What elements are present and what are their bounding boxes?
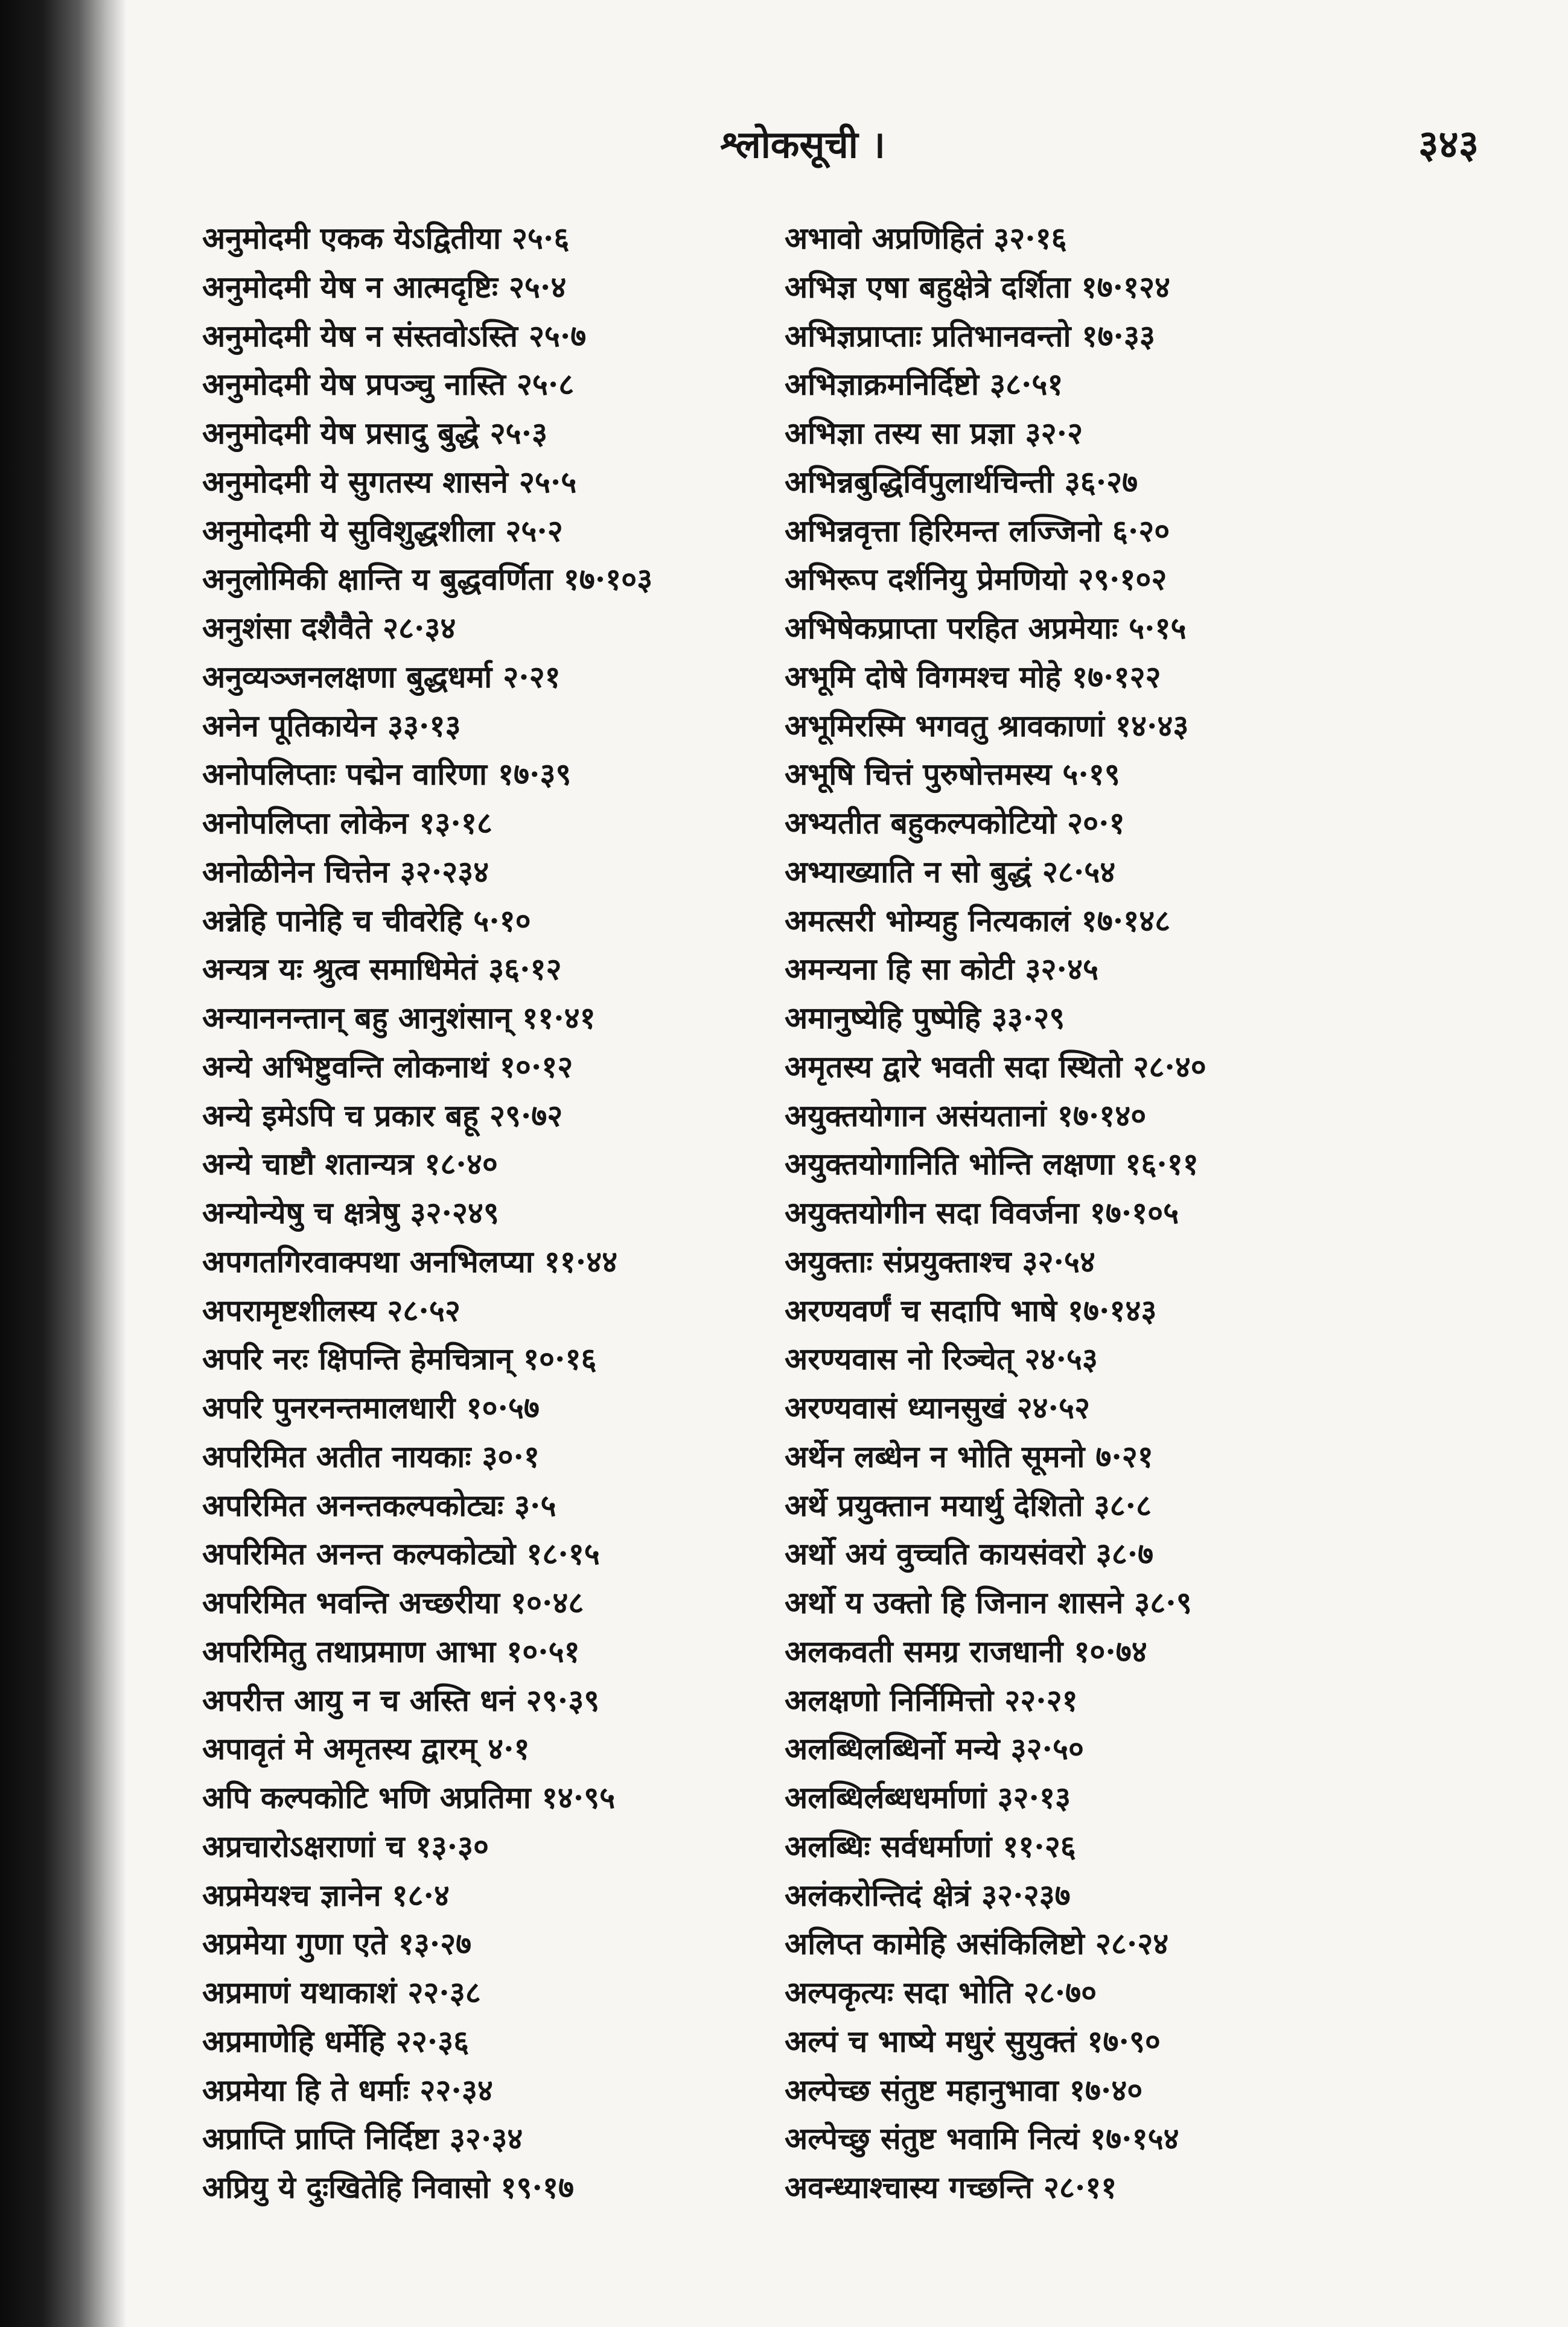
entry-reference: ५·१० xyxy=(473,902,531,938)
entry-reference: १७·१४० xyxy=(1057,1097,1147,1133)
entry-reference: १०·५७ xyxy=(466,1390,540,1425)
entry-verse: अपरि पुनरनन्तमालधारी xyxy=(202,1390,456,1425)
page-number: ३४३ xyxy=(1418,122,1479,167)
entry-verse: अपरिमितु तथाप्रमाण आभा xyxy=(202,1633,496,1669)
entry-verse: अभिज्ञा तस्य सा प्रज्ञा xyxy=(785,415,1015,451)
entry-verse: अलब्धिर्लब्धधर्माणां xyxy=(785,1780,987,1815)
index-entry xyxy=(785,604,1388,653)
entry-reference: १३·१८ xyxy=(419,805,492,841)
entry-verse: अनुमोदमी येष न संस्तवोऽस्ति xyxy=(202,317,518,354)
entry-reference: २९·३९ xyxy=(526,1682,600,1718)
entry-verse: अन्नेहि पानेहि च चीवरेहि xyxy=(202,902,463,938)
entry-verse: अपरामृष्टशीलस्य xyxy=(202,1292,377,1328)
index-entry xyxy=(785,1043,1388,1092)
entry-reference: १७·४० xyxy=(1069,2072,1143,2108)
entry-verse: अलक्षणो निर्निमित्तो xyxy=(785,1682,994,1718)
entry-verse: अर्थो य उक्तो हि जिनान शासने xyxy=(785,1585,1124,1620)
index-entry xyxy=(202,458,806,507)
entry-verse: अनोळीनेन चित्तेन xyxy=(202,853,389,890)
entry-verse: अमृतस्य द्वारे भवती सदा स्थितो xyxy=(785,1048,1123,1084)
index-entry xyxy=(202,653,806,702)
entry-reference: २२·३४ xyxy=(419,2072,493,2108)
entry-reference: ३२·२३७ xyxy=(981,1877,1071,1913)
entry-reference: १७·३३ xyxy=(1082,317,1155,354)
index-entry xyxy=(202,1530,806,1579)
entry-reference: २९·१०२ xyxy=(1078,561,1167,597)
entry-reference: ३६·१२ xyxy=(488,951,562,987)
entry-reference: १०·४८ xyxy=(510,1585,584,1620)
index-entry xyxy=(202,848,806,897)
entry-verse: अप्रमेयश्च ज्ञानेन xyxy=(202,1877,381,1913)
index-entry xyxy=(202,1822,806,1871)
entry-reference: २४·५२ xyxy=(1016,1390,1090,1425)
entry-verse: अप्रियु ये दुःखितेहि निवासो xyxy=(202,2169,490,2205)
entry-reference: १७·१४३ xyxy=(1067,1292,1157,1328)
index-entry xyxy=(202,945,806,994)
index-entry xyxy=(785,1725,1388,1774)
entry-verse: अपरिमित अनन्त कल्पकोट्यो xyxy=(202,1536,516,1572)
entry-reference: २८·७० xyxy=(1023,1975,1097,2010)
entry-verse: अन्ये चाष्टौ शतान्यत्र xyxy=(202,1146,414,1182)
index-entry xyxy=(785,1140,1388,1189)
index-entry xyxy=(785,1433,1388,1482)
index-entry xyxy=(202,799,806,848)
entry-verse: अनुमोदमी ये सुगतस्य शासने xyxy=(202,463,508,500)
index-entry xyxy=(202,2066,806,2115)
index-entry xyxy=(202,1628,806,1676)
entry-verse: अपरीत्त आयु न च अस्ति धनं xyxy=(202,1682,515,1718)
entry-verse: अयुक्तयोगीन सदा विवर्जना xyxy=(785,1195,1079,1230)
entry-verse: अल्पकृत्यः सदा भोति xyxy=(785,1975,1013,2010)
entry-reference: २५·२ xyxy=(505,512,563,549)
entry-verse: अन्ये इमेऽपि च प्रकार बहू xyxy=(202,1097,479,1133)
index-entry xyxy=(202,1140,806,1189)
entry-verse: अभ्याख्याति न सो बुद्धं xyxy=(785,853,1031,890)
index-entry xyxy=(202,555,806,604)
index-entry xyxy=(785,263,1388,312)
entry-verse: अभिन्नबुद्धिर्विपुलार्थचिन्ती xyxy=(785,463,1054,500)
entry-reference: ३८·५१ xyxy=(989,366,1063,403)
index-entry xyxy=(202,1092,806,1141)
entry-verse: अमानुष्येहि पुष्पेहि xyxy=(785,1000,981,1036)
entry-verse: अर्थे प्रयुक्तान मयार्थु देशितो xyxy=(785,1487,1083,1523)
entry-verse: अल्पेच्छु संतुष्ट भवामि नित्यं xyxy=(785,2121,1080,2157)
left-column xyxy=(202,214,806,2212)
entry-verse: अपरिमित अतीत नायकाः xyxy=(202,1438,471,1474)
entry-reference: १७·१०५ xyxy=(1089,1195,1179,1230)
index-entry xyxy=(202,2163,806,2212)
page-title: श्लोकसूची । xyxy=(720,123,885,167)
index-entry xyxy=(202,897,806,946)
index-entry xyxy=(202,604,806,653)
entry-reference: १४·९५ xyxy=(541,1780,616,1815)
entry-verse: अभावो अप्रणिहितं xyxy=(785,220,983,256)
entry-reference: ४·१ xyxy=(488,1731,530,1767)
index-entry xyxy=(202,2115,806,2163)
entry-reference: ११·४१ xyxy=(522,1000,596,1036)
entry-verse: अनुमोदमी ये सुविशुद्धशीला xyxy=(202,512,495,549)
entry-verse: अयुक्तयोगानिति भोन्ति लक्षणा xyxy=(785,1146,1115,1182)
index-entry xyxy=(785,994,1388,1043)
index-entry xyxy=(202,409,806,458)
entry-verse: अपरिमित अनन्तकल्पकोट्यः xyxy=(202,1487,504,1523)
entry-verse: अमन्यना हि सा कोटी xyxy=(785,951,1015,987)
entry-reference: १७·१०३ xyxy=(563,561,653,597)
entry-verse: अप्रमाणं यथाकाशं xyxy=(202,1975,397,2010)
index-entry xyxy=(202,360,806,409)
index-entry xyxy=(785,1092,1388,1141)
index-entry xyxy=(785,1920,1388,1969)
index-entry xyxy=(785,1287,1388,1335)
entry-reference: ३·५ xyxy=(514,1487,556,1523)
index-entry xyxy=(202,1579,806,1628)
entry-verse: अनुशंसा दशैवैते xyxy=(202,610,372,646)
entry-reference: १७·१२२ xyxy=(1072,658,1161,695)
entry-verse: अनोपलिप्ताः पद्मेन वारिणा xyxy=(202,756,487,792)
entry-reference: ३२·२४९ xyxy=(410,1195,499,1230)
index-entry xyxy=(202,263,806,312)
entry-verse: अवन्ध्याश्चास्य गच्छन्ति xyxy=(785,2169,1033,2205)
entry-reference: १८·४० xyxy=(424,1146,498,1182)
index-entry xyxy=(785,2163,1388,2212)
entry-reference: ३६·२७ xyxy=(1064,463,1138,500)
entry-reference: १७·१२४ xyxy=(1081,269,1170,305)
index-entry xyxy=(202,1043,806,1092)
entry-reference: ३०·१ xyxy=(482,1438,540,1474)
entry-verse: अमत्सरी भोम्यहु नित्यकालं xyxy=(785,902,1071,938)
entry-reference: ३२·४५ xyxy=(1025,951,1098,987)
index-entry xyxy=(202,1676,806,1725)
index-entry xyxy=(202,1189,806,1238)
index-entry xyxy=(785,1238,1388,1287)
index-entry xyxy=(202,1482,806,1530)
entry-reference: १४·४३ xyxy=(1115,707,1189,743)
index-entry xyxy=(785,1482,1388,1530)
entry-verse: अलब्धिः सर्वधर्माणां xyxy=(785,1828,992,1864)
entry-reference: ३८·८ xyxy=(1094,1487,1152,1523)
entry-reference: ३३·१३ xyxy=(387,707,461,743)
entry-reference: ६·२० xyxy=(1112,512,1170,549)
entry-verse: अरण्यवासं ध्यानसुखं xyxy=(785,1390,1006,1425)
entry-verse: अभ्यतीत बहुकल्पकोटियो xyxy=(785,805,1057,841)
entry-reference: ११·४४ xyxy=(544,1243,618,1279)
entry-reference: १८·४ xyxy=(392,1877,450,1913)
entry-reference: २२·३८ xyxy=(407,1975,481,2010)
entry-reference: १७·९० xyxy=(1087,2023,1161,2059)
entry-reference: ३८·७ xyxy=(1095,1536,1154,1572)
entry-reference: ३२·५४ xyxy=(1022,1243,1095,1279)
index-entry xyxy=(202,1774,806,1822)
index-entry xyxy=(202,1871,806,1920)
entry-verse: अलब्धिलब्धिर्नो मन्ये xyxy=(785,1731,1000,1767)
entry-verse: अप्रमेया हि ते धर्माः xyxy=(202,2072,409,2108)
index-entry xyxy=(202,312,806,361)
index-entry xyxy=(785,1676,1388,1725)
entry-reference: २८·४० xyxy=(1133,1048,1206,1084)
index-entry xyxy=(785,409,1388,458)
entry-verse: अभिरूप दर्शनियु प्रेमणियो xyxy=(785,561,1068,597)
book-spine-shadow xyxy=(0,0,127,2327)
entry-reference: २८·११ xyxy=(1043,2169,1117,2205)
index-entry xyxy=(202,1287,806,1335)
entry-verse: अप्रचारोऽक्षराणां च xyxy=(202,1828,405,1864)
index-entry xyxy=(785,1335,1388,1384)
entry-verse: अपावृतं मे अमृतस्य द्वारम् xyxy=(202,1731,477,1767)
entry-verse: अपगतगिरवाक्पथा अनभिलप्या xyxy=(202,1243,534,1279)
entry-verse: अनुमोदमी एकक येऽद्वितीया xyxy=(202,220,501,256)
entry-verse: अप्रमाणेहि धर्मेहि xyxy=(202,2023,385,2059)
index-entry xyxy=(202,1433,806,1482)
entry-reference: १७·१५४ xyxy=(1090,2121,1179,2157)
entry-verse: अनुमोदमी येष प्रपञ्चु नास्ति xyxy=(202,366,506,403)
entry-reference: १३·२७ xyxy=(398,1926,472,1962)
entry-verse: अयुक्तयोगान असंयतानां xyxy=(785,1097,1047,1133)
entry-reference: ३८·९ xyxy=(1134,1585,1192,1620)
entry-reference: १०·७४ xyxy=(1074,1633,1147,1669)
index-entry xyxy=(202,750,806,799)
index-entry xyxy=(785,1774,1388,1822)
entry-reference: २०·१ xyxy=(1067,805,1125,841)
index-entry xyxy=(785,1530,1388,1579)
entry-verse: अभिज्ञप्राप्ताः प्रतिभानवन्तो xyxy=(785,317,1071,354)
entry-verse: अनुमोदमी येष प्रसादु बुद्धे xyxy=(202,415,479,451)
entry-reference: ३२·३४ xyxy=(449,2121,523,2157)
entry-verse: अपरिमित भवन्ति अच्छरीया xyxy=(202,1585,500,1620)
index-entry xyxy=(202,702,806,751)
entry-verse: अनोपलिप्ता लोकेन xyxy=(202,805,409,841)
entry-verse: अभूमि दोषे विगमश्च मोहे xyxy=(785,658,1062,695)
entry-verse: अर्थेन लब्धेन न भोति सूमनो xyxy=(785,1438,1085,1474)
entry-reference: १८·१५ xyxy=(526,1536,600,1572)
entry-reference: १०·५१ xyxy=(506,1633,580,1669)
entry-verse: अनुमोदमी येष न आत्मदृष्टिः xyxy=(202,269,498,305)
entry-reference: ३२·१३ xyxy=(997,1780,1071,1815)
entry-reference: २४·५३ xyxy=(1024,1341,1098,1377)
entry-reference: १३·३० xyxy=(415,1828,489,1864)
entry-reference: ५·१९ xyxy=(1062,756,1120,792)
entry-reference: २५·८ xyxy=(516,366,575,403)
entry-verse: अपरि नरः क्षिपन्ति हेमचित्रान् xyxy=(202,1341,513,1377)
entry-verse: अर्थो अयं वुच्चति कायसंवरो xyxy=(785,1536,1085,1572)
entry-reference: २२·२१ xyxy=(1004,1682,1078,1718)
index-entry xyxy=(785,1384,1388,1433)
entry-verse: अन्योन्येषु च क्षत्रेषु xyxy=(202,1195,400,1230)
index-entry xyxy=(785,1969,1388,2017)
index-entry xyxy=(785,507,1388,556)
index-entry xyxy=(785,750,1388,799)
entry-reference: ३२·२ xyxy=(1025,415,1083,451)
entry-verse: अभूमिरस्मि भगवतु श्रावकाणां xyxy=(785,707,1104,743)
entry-reference: ३२·५० xyxy=(1010,1731,1084,1767)
index-entry xyxy=(785,214,1388,263)
entry-reference: ११·२६ xyxy=(1002,1828,1076,1864)
index-entry xyxy=(785,360,1388,409)
index-entry xyxy=(202,2017,806,2066)
index-entry xyxy=(785,702,1388,751)
entry-verse: अरण्यवर्णं च सदापि भाषे xyxy=(785,1292,1057,1328)
index-entry xyxy=(785,312,1388,361)
entry-verse: अयुक्ताः संप्रयुक्ताश्च xyxy=(785,1243,1012,1279)
index-entry xyxy=(202,1335,806,1384)
index-entry xyxy=(785,1822,1388,1871)
index-entry xyxy=(785,555,1388,604)
entry-verse: अभिज्ञ एषा बहुक्षेत्रे दर्शिता xyxy=(785,269,1071,305)
index-entry xyxy=(202,507,806,556)
entry-reference: २८·५२ xyxy=(387,1292,461,1328)
entry-reference: १७·३९ xyxy=(497,756,572,792)
entry-verse: अनुव्यञ्जनलक्षणा बुद्धधर्मा xyxy=(202,658,492,695)
index-entry xyxy=(202,214,806,263)
entry-reference: २८·२४ xyxy=(1095,1926,1169,1962)
index-entry xyxy=(202,1969,806,2017)
entry-reference: २२·३६ xyxy=(395,2023,470,2059)
index-entry xyxy=(785,2017,1388,2066)
index-entry xyxy=(785,1628,1388,1676)
entry-reference: २५·६ xyxy=(511,220,570,256)
index-entry xyxy=(785,1871,1388,1920)
entry-reference: २५·४ xyxy=(508,269,567,305)
entry-verse: अलिप्त कामेहि असंकिलिष्टो xyxy=(785,1926,1085,1962)
index-entry xyxy=(785,1579,1388,1628)
entry-verse: अप्राप्ति प्राप्ति निर्दिष्टा xyxy=(202,2121,439,2157)
index-entry xyxy=(785,2066,1388,2115)
entry-verse: अन्ये अभिष्टुवन्ति लोकनाथं xyxy=(202,1048,489,1084)
entry-verse: अप्रमेया गुणा एते xyxy=(202,1926,387,1962)
entry-verse: अनुलोमिकी क्षान्ति य बुद्धवर्णिता xyxy=(202,561,553,597)
entry-reference: २८·५४ xyxy=(1042,853,1116,890)
entry-reference: १६·११ xyxy=(1125,1146,1199,1182)
entry-verse: अलंकरोन्तिदं क्षेत्रं xyxy=(785,1877,971,1913)
index-entry xyxy=(202,1238,806,1287)
entry-verse: अभिषेकप्राप्ता परहित अप्रमेयाः xyxy=(785,610,1118,646)
index-entry xyxy=(785,653,1388,702)
index-entry xyxy=(202,994,806,1043)
index-entry xyxy=(785,2115,1388,2163)
entry-verse: अल्पं च भाष्ये मधुरं सुयुक्तं xyxy=(785,2023,1077,2059)
entry-reference: २८·३४ xyxy=(382,610,456,646)
entry-verse: अल्पेच्छ संतुष्ट महानुभावा xyxy=(785,2072,1059,2108)
entry-reference: २९·७२ xyxy=(489,1097,563,1133)
entry-reference: ७·२१ xyxy=(1095,1438,1153,1474)
index-entry xyxy=(785,1189,1388,1238)
entry-reference: १०·१६ xyxy=(523,1341,597,1377)
index-entry xyxy=(785,897,1388,946)
entry-verse: अनेन पूतिकायेन xyxy=(202,707,377,743)
right-column xyxy=(785,214,1388,2212)
index-entry xyxy=(785,458,1388,507)
entry-reference: ५·१५ xyxy=(1129,610,1187,646)
entry-reference: २·२१ xyxy=(503,658,561,695)
index-entry xyxy=(202,1920,806,1969)
entry-reference: ३३·२९ xyxy=(991,1000,1065,1036)
entry-reference: १७·१४८ xyxy=(1081,902,1171,938)
index-entry xyxy=(785,848,1388,897)
entry-verse: अभिज्ञाक्रमनिर्दिष्टो xyxy=(785,366,979,403)
entry-verse: अलकवती समग्र राजधानी xyxy=(785,1633,1063,1669)
entry-reference: १०·१२ xyxy=(499,1048,573,1084)
entry-verse: अरण्यवास नो रिञ्चेत् xyxy=(785,1341,1014,1377)
entry-reference: १९·१७ xyxy=(500,2169,574,2205)
entry-verse: अन्यत्र यः श्रुत्व समाधिमेतं xyxy=(202,951,478,987)
entry-reference: २५·३ xyxy=(489,415,547,451)
entry-verse: अपि कल्पकोटि भणि अप्रतिमा xyxy=(202,1780,531,1815)
entry-reference: २५·७ xyxy=(528,317,587,354)
entry-reference: ३२·२३४ xyxy=(400,853,489,890)
entry-reference: ३२·१६ xyxy=(993,220,1067,256)
index-entry xyxy=(785,799,1388,848)
index-entry xyxy=(202,1384,806,1433)
entry-verse: अभिन्नवृत्ता हिरिमन्त लज्जिनो xyxy=(785,512,1101,549)
page-header xyxy=(0,115,1568,175)
entry-verse: अन्याननन्तान् बहु आनुशंसान् xyxy=(202,1000,512,1036)
entry-verse: अभूषि चित्तं पुरुषोत्तमस्य xyxy=(785,756,1052,792)
entry-reference: २५·५ xyxy=(518,463,577,500)
index-entry xyxy=(202,1725,806,1774)
index-entry xyxy=(785,945,1388,994)
